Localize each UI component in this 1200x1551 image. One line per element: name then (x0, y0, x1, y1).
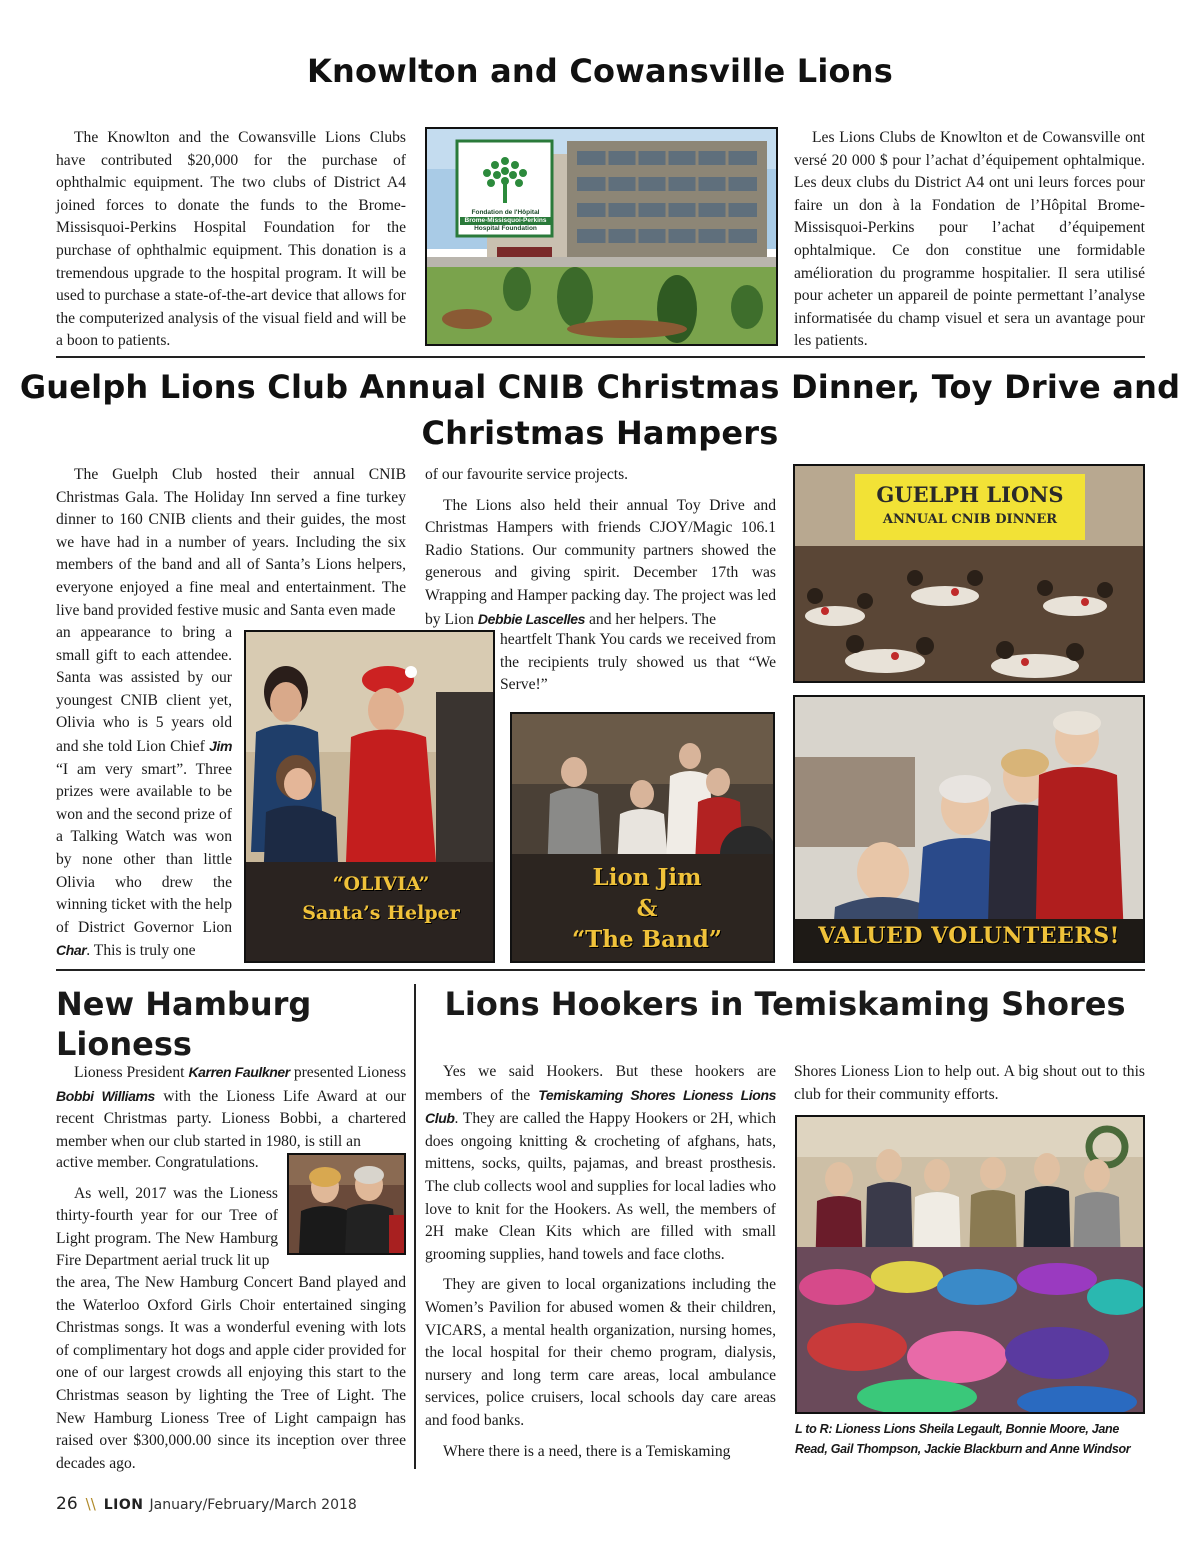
hamburg-p2-rest: the area, The New Hamburg Concert Band played and the Waterloo Oxford Girls Choir entertained singing Christmas songs. It was a wonderful evening with lots of complimentary hot dogs and apple cider provided for one of our largest crowds all enjoying this start to the Christmas season by lighting the Tree of Light. The New Hamburg Lioness Tree of Light campaign has raised over $300,000.00 since its inception over three decades ago. (56, 1274, 406, 1472)
olivia-photo (244, 630, 495, 963)
knowlton-english-column (56, 127, 406, 353)
guelph-column-2 (425, 464, 776, 631)
temiskaming-p3: Where there is a need, there is a Temiskaming (443, 1442, 731, 1460)
guelph-col2-narrow-text: heartfelt Thank You cards we received from the recipients truly showed us that “We Serve!” (500, 631, 776, 694)
band-caption-line-3: “The Band” (571, 926, 723, 953)
name-bobbi: Bobbi Williams (56, 1087, 155, 1104)
footer-separator: \\ (85, 1495, 96, 1513)
hamburg-p2-narrow: As well, 2017 was the Lioness thirty-fourth year for our Tree of Light program. The New Hamburg Fire Department aerial truck lit up (56, 1184, 278, 1270)
sign-line-3: Hospital Foundation (474, 225, 537, 232)
guelph-col2-para (425, 495, 776, 632)
knowlton-french-text: Les Lions Clubs de Knowlton et de Cowansville ont versé 20 000 $ pour l’achat d’équipement ophtalmique. Les deux clubs du District A4 ont uni leurs forces pour faire un don à la Fondation de l’Hôpital Brome-Missisquoi-Perkins pour l’achat d’équipement ophtalmique. Ce don constitue une formidable amélioration du programme hospitalier. Il sera utilisé pour acheter un appareil de pointe permettant l’analyse informatisée du champ visuel et sera un avantage pour les patients. (794, 129, 1145, 350)
lioness-bobbi-image (289, 1155, 404, 1253)
olivia-caption (276, 870, 486, 928)
hospital-photo (425, 127, 778, 346)
guelph-column-1-narrow (56, 622, 232, 963)
temiskaming-p2: They are given to local organizations including the Women’s Pavilion for abused women & their children, VICARS, a mental health organization, nursing homes, the local hospital for their chemo program, dialysis, nursery and long term care areas, local ambulance services, police cruisers, local schools day care areas and food banks. (425, 1276, 776, 1429)
guelph-col1-text: The Guelph Club hosted their annual CNIB Christmas Gala. The Holiday Inn served a fine turkey dinner to 160 CNIB clients and their guides, the most we have had in a number of years. Including the six members of the band and all of Santa’s Lions helpers, everyone enjoyed a fine meal and entertainment. The live band provided festive music and Santa even made (56, 466, 406, 619)
temiskaming-col3-text: Shores Lioness Lion to help out. A big shout out to this club for their community efforts. (794, 1063, 1145, 1103)
banner-line-2: ANNUAL CNIB DINNER (882, 512, 1058, 527)
hamburg-p1-a: Lioness President (74, 1064, 185, 1081)
issue-date: January/February/March 2018 (149, 1497, 357, 1513)
temiskaming-title: Lions Hookers in Temiskaming Shores (444, 985, 1126, 1023)
name-karren: Karren Faulkner (188, 1064, 290, 1080)
temiskaming-p1-b: . They are called the Happy Hookers or 2H, which does ongoing knitting & crocheting of afghans, hats, mittens, socks, quilts, pajamas, and breast prosthesis. The club collects wool and supplies for local ladies who love to knit for the Hookers. As well, the members of 2H make Clean Kits which are filled with small grooming supplies, hand towels and face cloths. (425, 1110, 776, 1263)
temiskaming-p1 (425, 1061, 776, 1266)
band-caption-line-1: Lion Jim (592, 864, 702, 891)
narrow-c: . This is truly one (86, 942, 196, 960)
magazine-name: LION (103, 1497, 144, 1513)
hospital-building-image (427, 129, 776, 344)
guelph-banner (855, 480, 1085, 530)
hospital-sign (460, 209, 551, 233)
guelph-col1-narrow-text (56, 622, 232, 963)
name-char: Char (56, 942, 87, 959)
band-photo (510, 712, 775, 963)
band-caption (552, 862, 742, 955)
sign-line-2: Brome-Missisquoi-Perkins (460, 217, 551, 225)
knowlton-english-text: The Knowlton and the Cowansville Lions Clubs have contributed $20,000 for the purchase of ophthalmic equipment. The two clubs of District A4 joined forces to donate the funds to the Brome-Missisquoi-Perkins Hospital Foundation for the purchase of ophthalmic equipment. This donation is a tremendous upgrade to the hospital program. It will be used to purchase a state-of-the-art device that allows for the computerized analysis of the visual field and will be a boon to patients. (56, 129, 406, 350)
band-caption-line-2: & (636, 895, 658, 922)
olivia-caption-line-2: Santa’s Helper (302, 902, 460, 924)
lioness-award-photo (287, 1153, 406, 1255)
knowlton-title: Knowlton and Cowansville Lions (307, 52, 893, 90)
sign-line-1: Fondation de l'Hôpital (471, 209, 540, 216)
hamburg-p1-d: active member. Congratulations. (56, 1154, 259, 1171)
knitters-photo (795, 1115, 1145, 1414)
banner-line-1: GUELPH LIONS (876, 482, 1064, 507)
name-debbie: Debbie Lascelles (477, 610, 586, 627)
photo-credit: L to R: Lioness Lions Sheila Legault, Bonnie Moore, Jane Read, Gail Thompson, Jackie Blackburn and Anne Windsor (795, 1422, 1131, 1456)
hamburg-p1-b: presented Lioness (293, 1064, 407, 1081)
hamburg-column-narrow (56, 1152, 278, 1273)
hamburg-p1 (56, 1061, 406, 1153)
cnib-dinner-photo (793, 464, 1145, 683)
section-divider-1 (56, 356, 1145, 358)
knowlton-french-column (794, 127, 1145, 353)
hamburg-column (56, 1061, 406, 1153)
temiskaming-column-1 (425, 1061, 776, 1463)
page-footer (56, 1494, 357, 1514)
narrow-a: an appearance to bring a small gift to each attendee. Santa was assisted by our youngest CNIB client yet, Olivia who is 5 years old and she told Lion Chief (56, 624, 232, 755)
volunteers-photo (793, 695, 1145, 963)
guelph-col2-line: of our favourite service projects. (425, 466, 629, 483)
name-jim: Jim (209, 737, 232, 754)
narrow-b: “I am very smart”. Three prizes were available to be won and the second prize of a Talking Watch was won by none other than little Olivia who drew the winning ticket with the help of District Governor Lion (56, 760, 232, 936)
volunteers-caption-text: VALUED VOLUNTEERS! (818, 923, 1120, 949)
page-number: 26 (56, 1494, 78, 1514)
hamburg-p1-c: with the Lioness Life Award at our recent Christmas party. Lioness Bobbi, a chartered member when our club started in 1980, is still an (56, 1087, 406, 1150)
hamburg-title: New Hamburg Lioness (56, 985, 312, 1063)
temiskaming-p1-a: Yes we said Hookers. But these hookers are members of the (425, 1063, 776, 1104)
temiskaming-column-2 (794, 1061, 1145, 1106)
volunteers-caption (795, 921, 1143, 951)
guelph-column-1 (56, 464, 406, 622)
guelph-title-line-2: Christmas Hampers (421, 414, 779, 452)
col2-para-text: The Lions also held their annual Toy Drive and Christmas Hampers with friends CJOY/Magic 106.1 Radio Stations. Our community partners showed the generous and giving spirit. December 17th was Wrapping and Hamper packing day. The project was led by Lion (425, 496, 776, 628)
guelph-column-2-narrow (500, 629, 776, 697)
name-club: Temiskaming Shores Lioness Lions Club (425, 1086, 776, 1127)
hamburg-column-rest (56, 1272, 406, 1475)
happy-hookers-image (797, 1117, 1143, 1412)
guelph-title-line-1: Guelph Lions Club Annual CNIB Christmas Dinner, Toy Drive and (19, 368, 1181, 406)
section-divider-2 (56, 969, 1145, 971)
col2-para-end: and her helpers. The (588, 610, 716, 628)
column-divider (414, 984, 416, 1469)
olivia-caption-line-1: “OLIVIA” (332, 873, 430, 895)
